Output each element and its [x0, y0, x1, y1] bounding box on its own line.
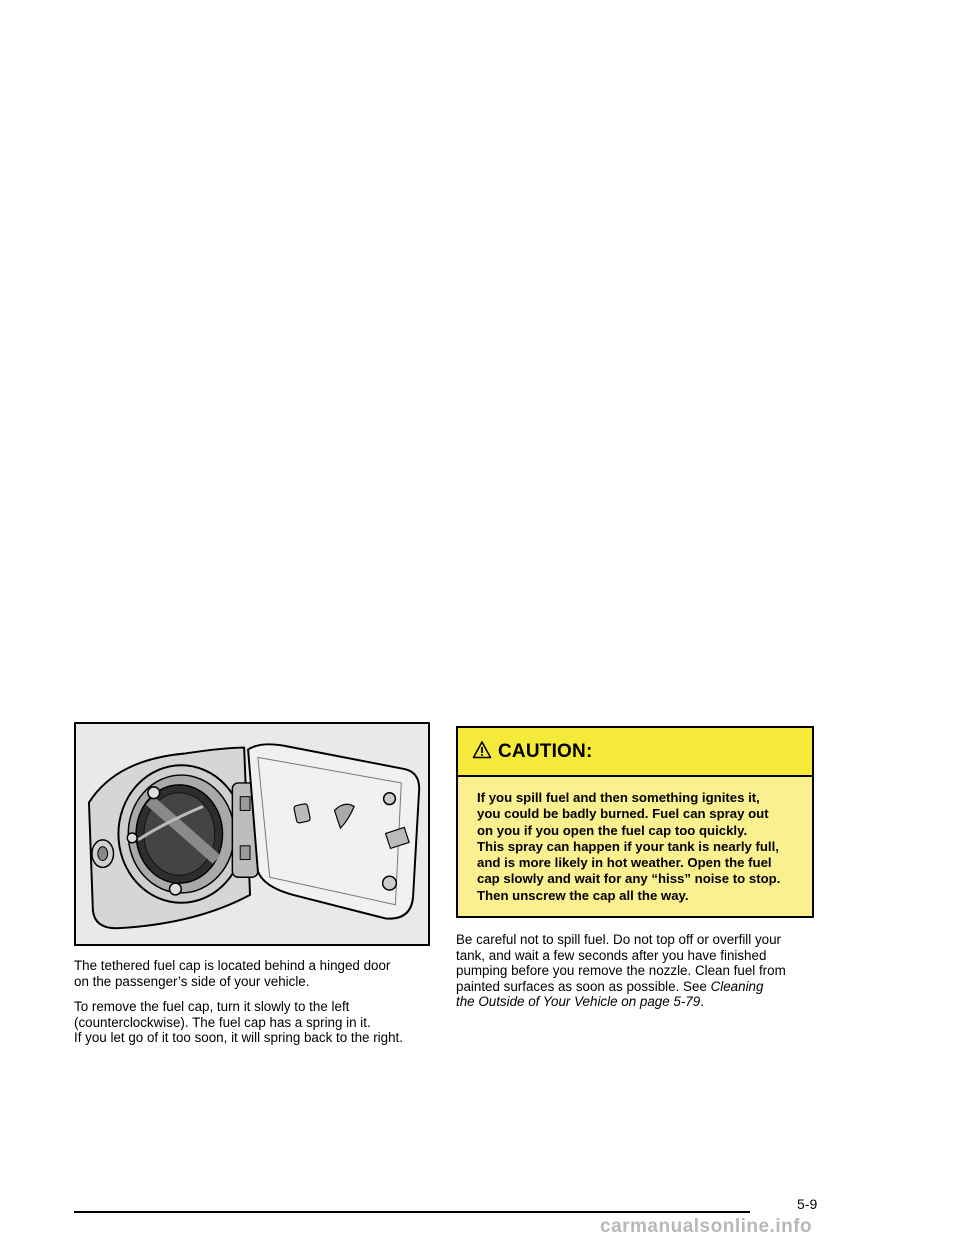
watermark: carmanualsonline.info: [600, 1216, 813, 1237]
text-line: To remove the fuel cap, turn it slowly to the left: [74, 999, 350, 1015]
caution-line: and is more likely in hot weather. Open the fuel: [477, 855, 772, 871]
text-line: pumping before you remove the nozzle. Clean fuel from: [456, 963, 786, 979]
warning-triangle-icon: [472, 740, 492, 760]
caution-title: CAUTION:: [498, 740, 593, 762]
caution-line: you could be badly burned. Fuel can spray out: [477, 806, 769, 822]
cross-reference-link[interactable]: the Outside of Your Vehicle on page 5-79: [456, 994, 701, 1010]
text-line: on the passenger’s side of your vehicle.: [74, 973, 310, 989]
text-span: .: [700, 994, 704, 1010]
caution-line: Then unscrew the cap all the way.: [477, 887, 689, 903]
text-line: [456, 979, 828, 995]
fuel-door-illustration: [74, 722, 430, 946]
page-number: 5-9: [797, 1196, 818, 1212]
text-line: [456, 994, 828, 1010]
fuel-cap-removal-paragraph: [74, 999, 446, 1046]
text-line: (counterclockwise). The fuel cap has a spring in it.: [74, 1014, 371, 1030]
caution-header: [458, 728, 812, 777]
caution-line: If you spill fuel and then something ignites it,: [477, 790, 760, 805]
spill-advice-paragraph: [456, 932, 828, 1010]
caution-line: on you if you open the fuel cap too quickly.: [477, 822, 748, 838]
left-column-text: [74, 958, 446, 1056]
caution-box: [456, 726, 814, 918]
fuel-door-open-cap-illustration: [76, 724, 428, 944]
right-column-text: [456, 932, 828, 1020]
fuel-cap-location-paragraph: [74, 958, 446, 989]
text-span: painted surfaces as soon as possible. See: [456, 978, 711, 994]
footer-rule: [74, 1211, 750, 1213]
cross-reference-link[interactable]: Cleaning: [710, 978, 764, 994]
caution-body: [458, 777, 812, 904]
caution-line: This spray can happen if your tank is nearly full,: [477, 838, 779, 854]
text-line: tank, and wait a few seconds after you have finished: [456, 947, 767, 963]
text-line: Be careful not to spill fuel. Do not top off or overfill your: [456, 932, 782, 947]
caution-line: cap slowly and wait for any “hiss” noise to stop.: [477, 871, 781, 887]
text-line: If you let go of it too soon, it will spring back to the right.: [74, 1030, 403, 1046]
text-line: The tethered fuel cap is located behind a hinged door: [74, 958, 391, 973]
